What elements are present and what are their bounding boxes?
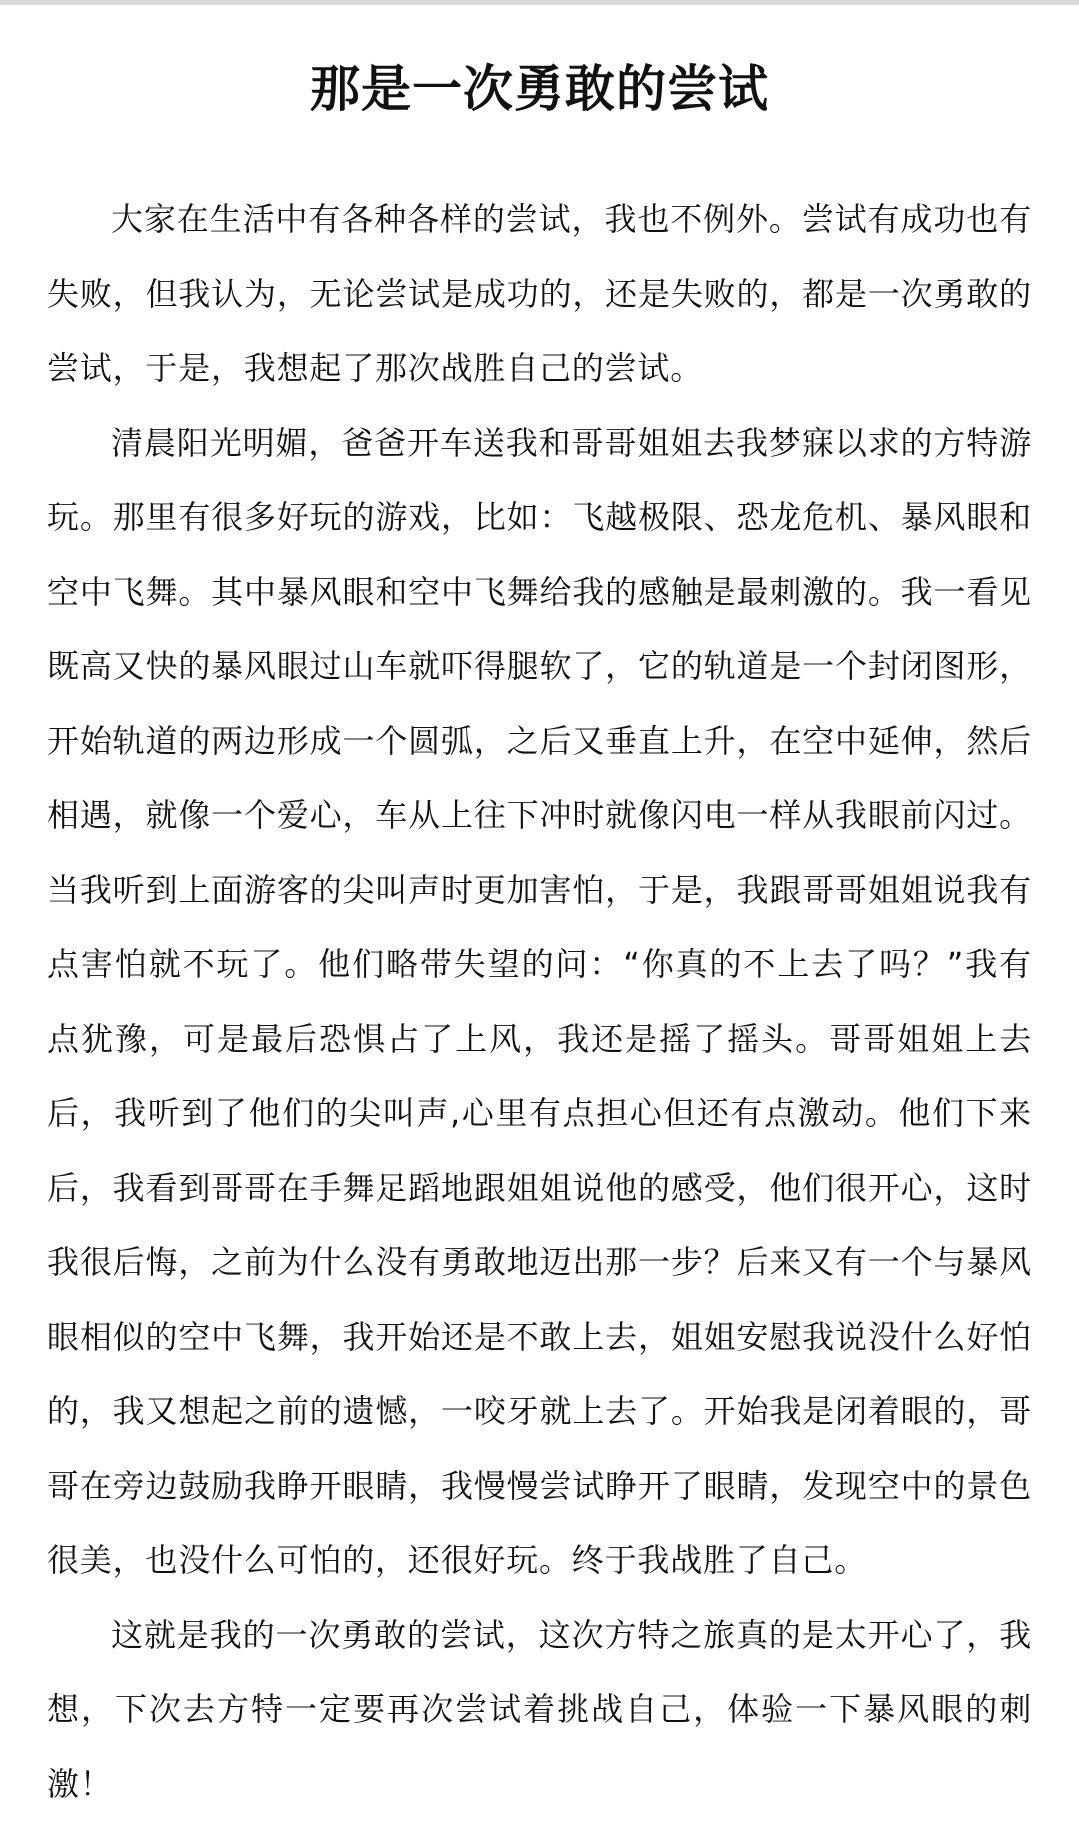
essay-paragraph-3: 这就是我的一次勇敢的尝试，这次方特之旅真的是太开心了，我想，下次去方特一定要再次尝试着挑战自己，体验一下暴风眼的刺激！	[47, 1615, 1032, 1803]
essay-paragraph-2: 清晨阳光明媚，爸爸开车送我和哥哥姐姐去我梦寐以求的方特游玩。那里有很多好玩的游戏，比如：飞越极限、恐龙危机、暴风眼和空中飞舞。其中暴风眼和空中飞舞给我的感触是最刺激的。我一看见既高又快的暴风眼过山车就吓得腿软了，它的轨道是一个封闭图形，开始轨道的两边形成一个圆弧，之后又垂直上升，在空中延伸，然后相遇，就像一个爱心，车从上往下冲时就像闪电一样从我眼前闪过。当我听到上面游客的尖叫声时更加害怕，于是，我跟哥哥姐姐说我有点害怕就不玩了。他们略带失望的问：“你真的不上去了吗？”我有点犹豫，可是最后恐惧占了上风，我还是摇了摇头。哥哥姐姐上去后，我听到了他们的尖叫声,心里有点担心但还有点激动。他们下来后，我看到哥哥在手舞足蹈地跟姐姐说他的感受，他们很开心，这时我很后悔，之前为什么没有勇敢地迈出那一步？后来又有一个与暴风眼相似的空中飞舞，我开始还是不敢上去，姐姐安慰我说没什么好怕的，我又想起之前的遗憾，一咬牙就上去了。开始我是闭着眼的，哥哥在旁边鼓励我睁开眼睛，我慢慢尝试睁开了眼睛，发现空中的景色很美，也没什么可怕的，还很好玩。终于我战胜了自己。	[47, 423, 1032, 1579]
essay	[47, 50, 1032, 1821]
essay-paragraph-1: 大家在生活中有各种各样的尝试，我也不例外。尝试有成功也有失败，但我认为，无论尝试是成功的，还是失败的，都是一次勇敢的尝试，于是，我想起了那次战胜自己的尝试。	[47, 200, 1032, 387]
essay-title: 那是一次勇敢的尝试	[310, 60, 769, 118]
top-divider	[0, 0, 1079, 5]
